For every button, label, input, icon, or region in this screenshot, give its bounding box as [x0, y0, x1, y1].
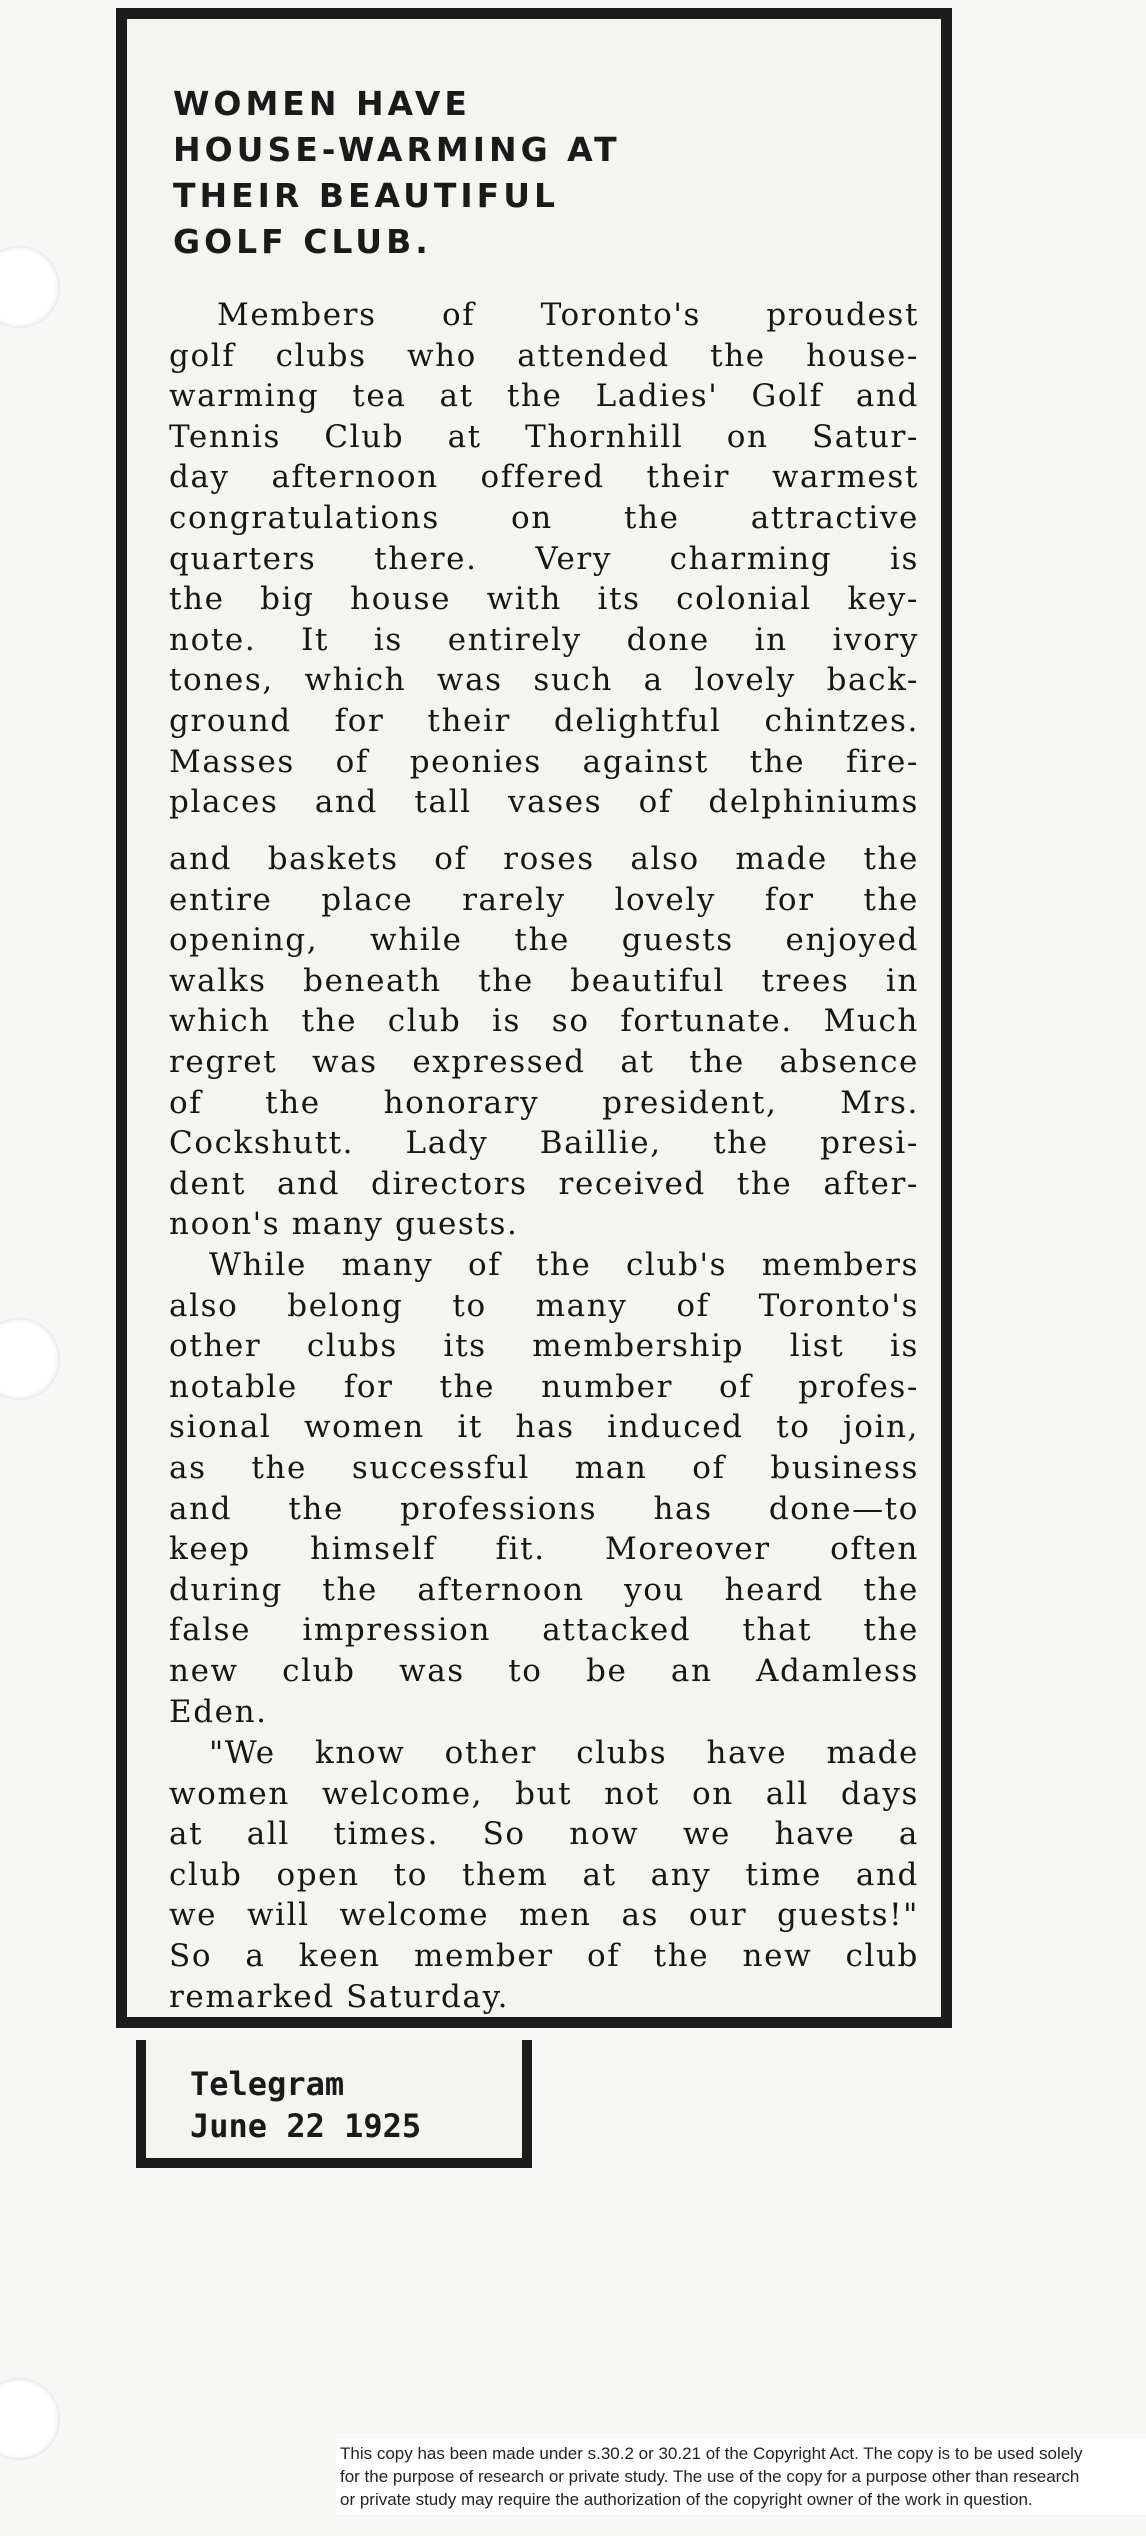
notice-line: for the purpose of research or private study. The use of the copy for a purpose other than research [340, 2467, 1080, 2486]
text-line: tones, which was such a lovely back- [169, 662, 919, 699]
notice-line: This copy has been made under s.30.2 or 30.21 of the Copyright Act. The copy is to be used solely [340, 2444, 1083, 2463]
text-line: new club was to be an Adamless [169, 1652, 919, 1689]
text-line: women welcome, but not on all days [169, 1775, 919, 1812]
newspaper-clipping [116, 8, 952, 2028]
text-line: Cockshutt. Lady Baillie, the presi- [169, 1125, 919, 1162]
text-line: as the successful man of business [169, 1449, 919, 1486]
headline-line: GOLF CLUB. [173, 222, 432, 261]
text-line: and the professions has done—to [169, 1490, 919, 1527]
newspaper-name: Telegram [190, 2065, 345, 2103]
text-line: While many of the club's members [209, 1247, 919, 1283]
text-line: other clubs its membership list is [169, 1328, 919, 1365]
text-line: sional women it has induced to join, [169, 1409, 919, 1446]
text-line: ground for their delightful chintzes. [169, 702, 919, 739]
text-line: congratulations on the attractive [169, 499, 919, 536]
text-line: warming tea at the Ladies' Golf and [169, 378, 919, 415]
paragraph-1-continued [169, 839, 919, 1245]
binder-hole-middle [0, 1318, 60, 1400]
binder-hole-top [0, 246, 60, 328]
text-line: day afternoon offered their warmest [169, 459, 919, 496]
paragraph-3 [169, 1733, 919, 2017]
text-line: regret was expressed at the absence [169, 1043, 919, 1080]
publication-date: June 22 1925 [190, 2107, 422, 2145]
text-line: dent and directors received the after- [169, 1165, 919, 1202]
text-line: of the honorary president, Mrs. [169, 1084, 919, 1121]
text-line: Masses of peonies against the fire- [169, 743, 919, 780]
text-line: golf clubs who attended the house- [169, 337, 919, 374]
binder-hole-bottom [0, 2378, 60, 2460]
text-line: notable for the number of profes- [169, 1368, 919, 1405]
text-line: at all times. So now we have a [169, 1816, 919, 1853]
text-line: the big house with its colonial key- [169, 581, 919, 618]
text-line: also belong to many of Toronto's [169, 1287, 919, 1324]
text-line: opening, while the guests enjoyed [169, 922, 919, 959]
text-line: keep himself fit. Moreover often [169, 1531, 919, 1568]
text-line: and baskets of roses also made the [169, 841, 919, 877]
text-line: "We know other clubs have made [209, 1735, 919, 1771]
headline [173, 81, 673, 265]
text-line: remarked Saturday. [169, 1978, 510, 2015]
headline-line: HOUSE-WARMING AT [173, 130, 621, 169]
copyright-notice [336, 2438, 1146, 2515]
text-line: we will welcome men as our guests!" [169, 1897, 919, 1934]
text-line: Members of Toronto's proudest [217, 297, 919, 333]
headline-line: THEIR BEAUTIFUL [173, 176, 560, 215]
text-line: walks beneath the beautiful trees in [169, 962, 919, 999]
text-line: entire place rarely lovely for the [169, 881, 919, 918]
paragraph-2 [169, 1245, 919, 1732]
paragraph-1 [169, 295, 919, 823]
source-citation [136, 2040, 532, 2168]
text-line: Eden. [169, 1693, 268, 1730]
text-line: false impression attacked that the [169, 1612, 919, 1649]
text-line: quarters there. Very charming is [169, 540, 919, 577]
text-line: places and tall vases of delphiniums [169, 784, 919, 821]
notice-line: or private study may require the authorization of the copyright owner of the work in question. [340, 2490, 1033, 2509]
text-line: during the afternoon you heard the [169, 1571, 919, 1608]
text-line: So a keen member of the new club [169, 1937, 919, 1974]
text-line: Tennis Club at Thornhill on Satur- [169, 418, 919, 455]
text-line: noon's many guests. [169, 1206, 519, 1243]
headline-line: WOMEN HAVE [173, 84, 471, 123]
text-line: which the club is so fortunate. Much [169, 1003, 919, 1040]
text-line: note. It is entirely done in ivory [169, 621, 919, 658]
text-line: club open to them at any time and [169, 1856, 919, 1893]
